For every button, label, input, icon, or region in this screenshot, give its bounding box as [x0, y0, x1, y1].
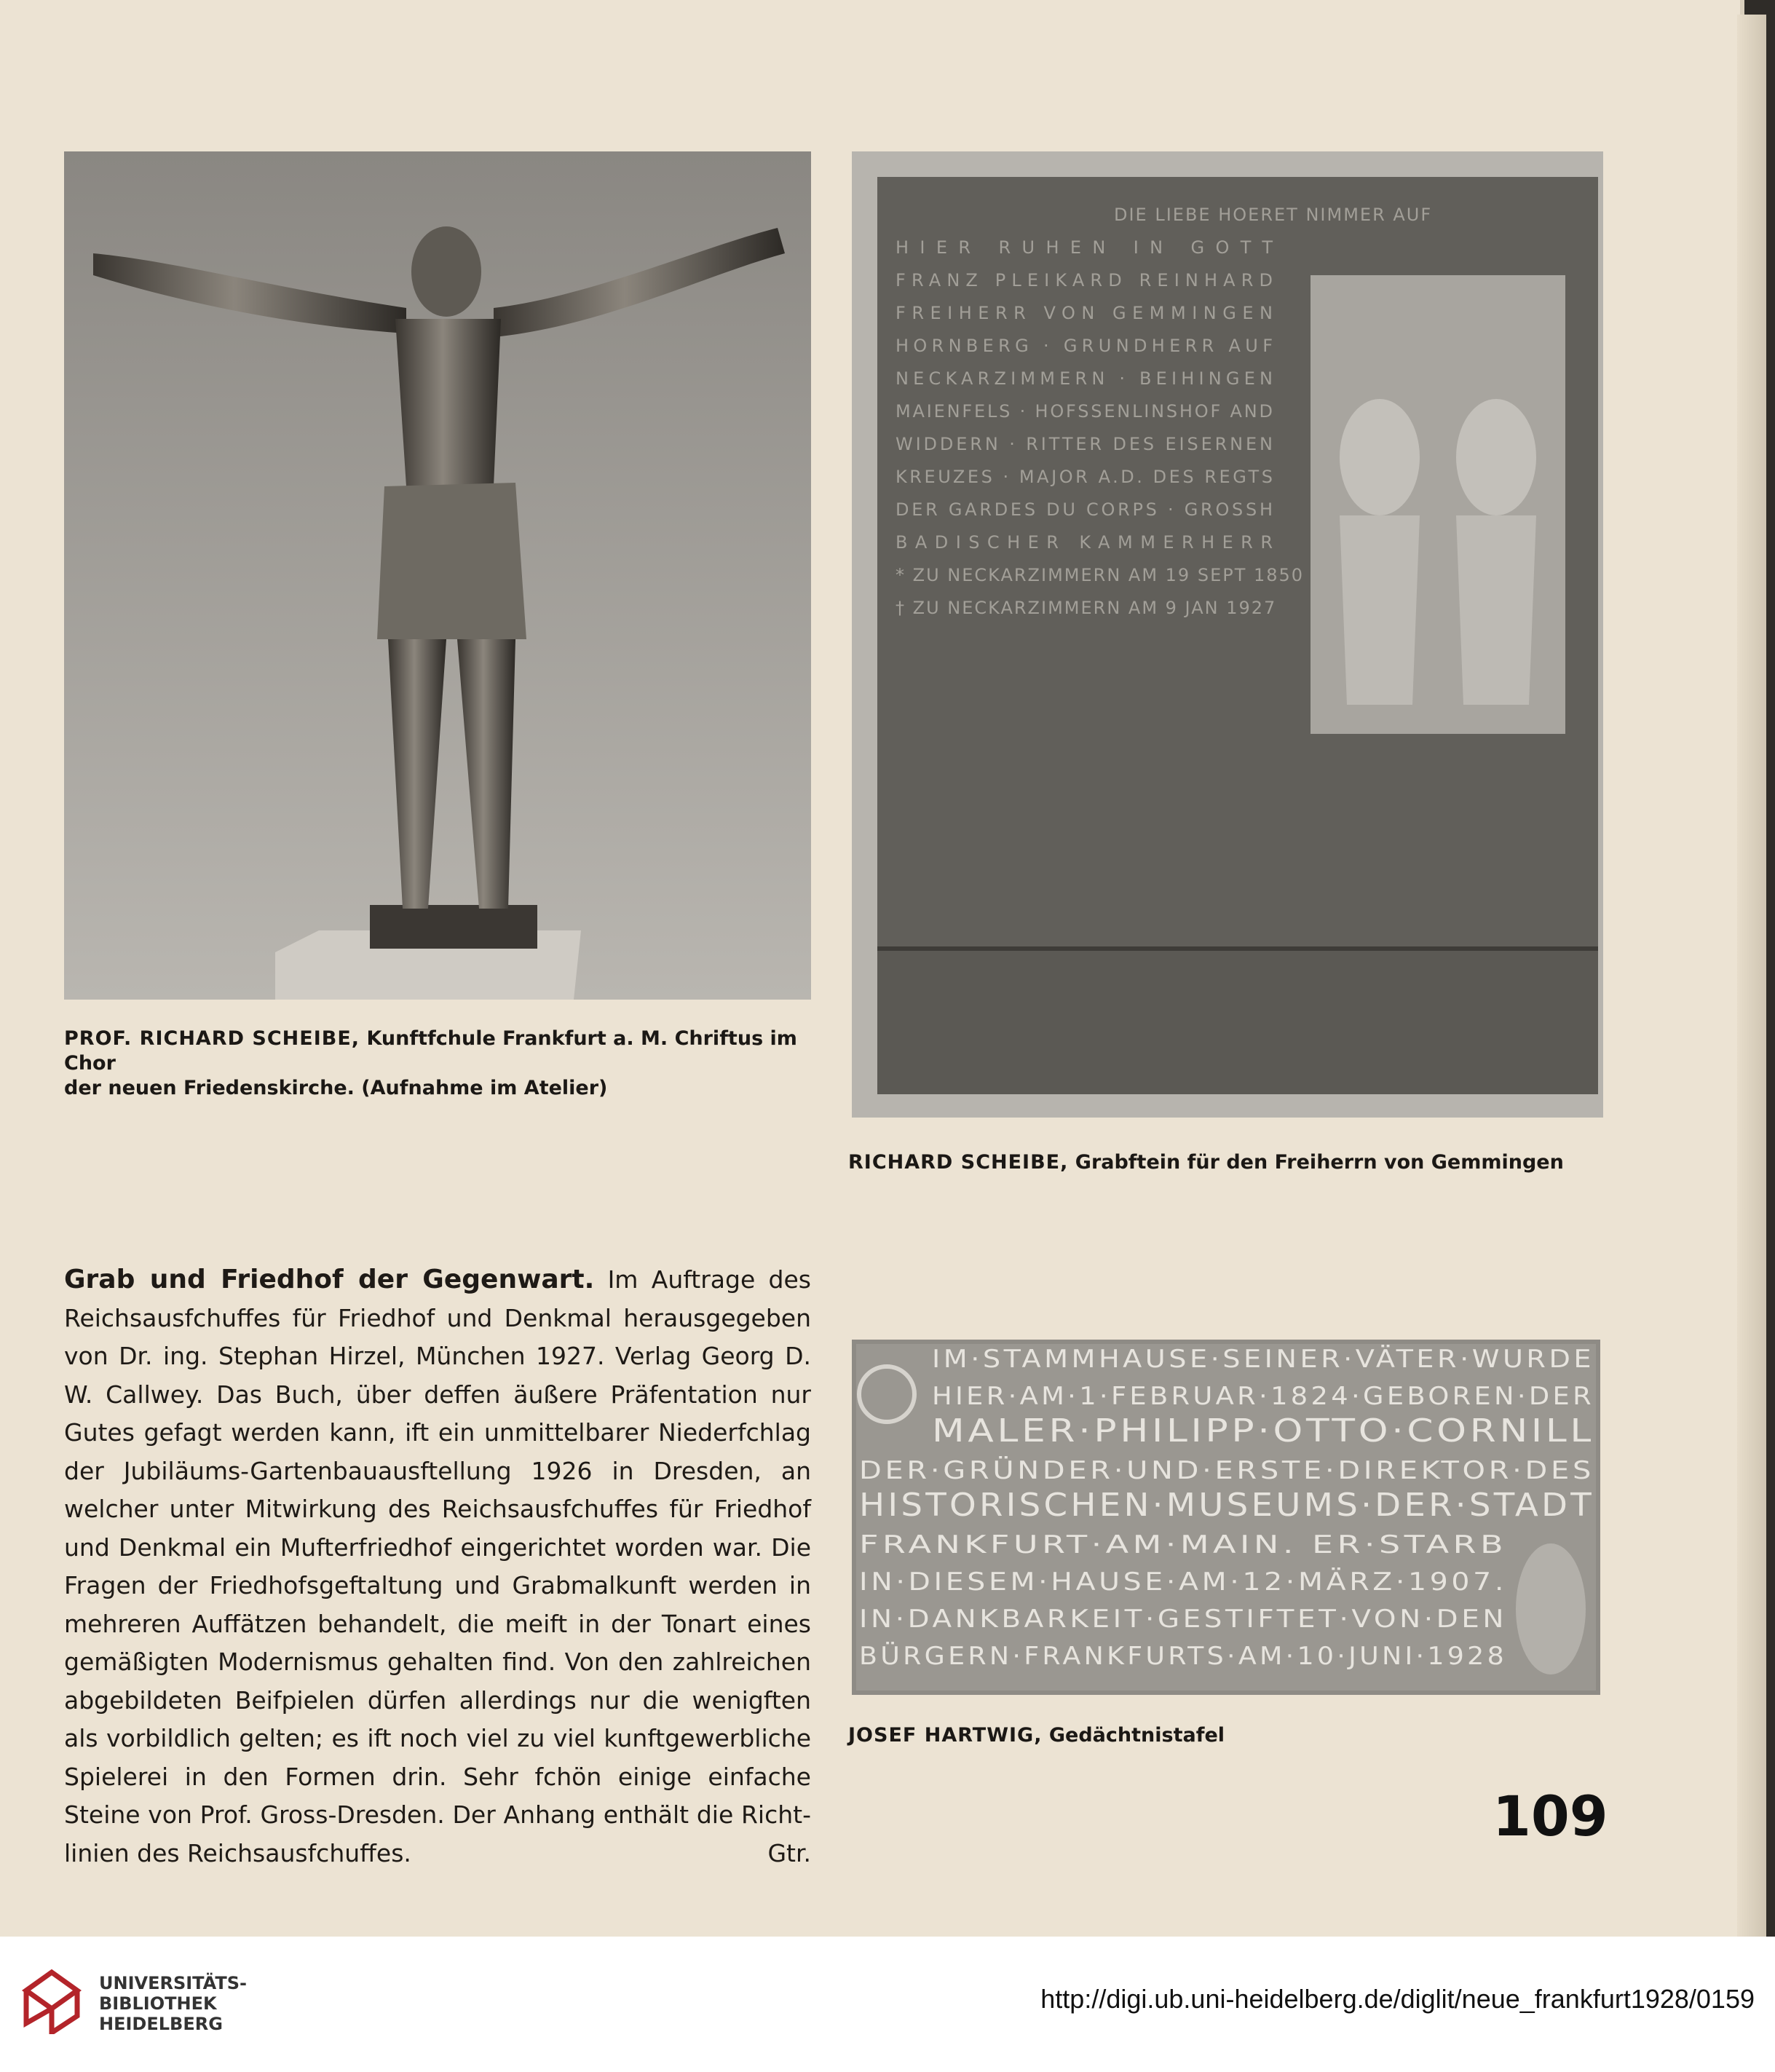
gravestone-inscription-line: HIER RUHEN IN GOTT: [896, 237, 1274, 258]
plaque-text-line: HIER·AM·1·FEBRUAR·1824·GEBOREN·DER: [932, 1382, 1594, 1411]
gravestone-inscription-line: BADISCHER KAMMERHERR: [896, 532, 1274, 553]
plaque-text-line: IN·DANKBARKEIT·GESTIFTET·VON·DEN: [859, 1605, 1507, 1634]
gravestone-inscription-line: † ZU NECKARZIMMERN AM 9 JAN 1927: [896, 598, 1277, 618]
gravestone-inscription-line: MAIENFELS · HOFSSENLINSHOF AND: [896, 401, 1274, 422]
plaque-text-line: IN·DIESEM·HAUSE·AM·12·MÄRZ·1907.: [859, 1567, 1507, 1597]
gravestone-inscription-line: KREUZES · MAJOR A.D. DES REGTS: [896, 467, 1274, 487]
gravestone-inscription-line: NECKARZIMMERN · BEIHINGEN: [896, 368, 1274, 389]
library-name-line2: BIBLIOTHEK: [99, 1993, 217, 2014]
library-name-line3: HEIDELBERG: [99, 2014, 223, 2034]
article-heading: Grab und Friedhof der Gegenwart.: [64, 1265, 595, 1294]
christ-caption: [64, 1027, 811, 1101]
gravestone-caption-title: Grabftein für den Freiherrn von Gemmingen: [1075, 1151, 1564, 1174]
article-body: Im Auftrage des Reichsausfchuffes für Friedhof und Denkmal herausgegeben von Dr. ing. Stephan Hirzel, München 1927. Verlag Georg D. W. Callwey. Das Buch, über deffen äußere Präfentation nur Gutes gefagt werden kann, ift ein unmittelbarer Niederfchlag der Jubiläums-Gartenbauausftellung 1926 in Dresden, an welcher unter Mitwirkung des Reichsausfchuffes für Friedhof und Denkmal ein Mufterfriedhof eingerichtet worden war. Die Fragen der Friedhofsgeftaltung und Grabmalkunft werden in mehreren Auffätzen behandelt, die meift in der Tonart eines gemäßigten Modernismus gehalten find. Von den zahlreichen abgebildeten Beifpielen dürfen allerdings nur die wenigften als vorbildlich gelten; es ift noch viel zu viel kunftgewerbliche Spielerei in den Formen drin. Sehr fchön einige einfache Steine von Prof. Gross-Dresden. Der Anhang enthält die Richtlinien des Reichsausfchuffes.: [64, 1265, 812, 1867]
gravestone-photo: [852, 151, 1603, 1118]
library-name[interactable]: [99, 1973, 288, 2034]
plaque-caption: [848, 1723, 1613, 1748]
gravestone-inscription-line: FREIHERR VON GEMMINGEN: [896, 303, 1274, 323]
article-signature: Gtr.: [767, 1838, 811, 1867]
library-name-line1: UNIVERSITÄTS-: [99, 1973, 248, 1993]
gravestone-inscription-line: WIDDERN · RITTER DES EISERNEN: [896, 434, 1274, 454]
plaque-text-line: FRANKFURT·AM·MAIN. ER·STARB: [859, 1530, 1507, 1559]
library-logo-icon[interactable]: [19, 1969, 84, 2034]
page-edge: [1737, 15, 1766, 1937]
plaque-caption-title: Gedächtnistafel: [1048, 1724, 1225, 1747]
gravestone-caption-artist: RICHARD SCHEIBE,: [848, 1151, 1069, 1174]
plaque-text-line: MALER·PHILIPP·OTTO·CORNILL: [932, 1412, 1594, 1450]
gravestone-inscription-line: DER GARDES DU CORPS · GROSSH: [896, 499, 1274, 520]
plaque-text-line: DER·GRÜNDER·UND·ERSTE·DIREKTOR·DES: [859, 1456, 1485, 1485]
memorial-plaque-photo: [852, 1340, 1600, 1695]
christ-caption-artist: PROF. RICHARD SCHEIBE,: [64, 1027, 360, 1050]
christ-sculpture-photo: [64, 151, 811, 1000]
plaque-text-line: HISTORISCHEN·MUSEUMS·DER·STADT: [859, 1487, 1594, 1524]
christ-caption-line1: Kunftfchule Frankfurt a. M. Chriftus im Chor: [64, 1027, 797, 1075]
gravestone-inscription-line: DIE LIEBE HOERET NIMMER AUF: [1114, 205, 1433, 225]
gravestone-inscription-line: FRANZ PLEIKARD REINHARD: [896, 270, 1274, 290]
christ-caption-line2: der neuen Friedenskirche. (Aufnahme im Atelier): [64, 1077, 608, 1099]
plaque-text-line: IM·STAMMHAUSE·SEINER·VÄTER·WURDE: [932, 1345, 1594, 1374]
source-url-link[interactable]: http://digi.ub.uni-heidelberg.de/diglit/neue_frankfurt1928/0159: [1040, 1984, 1755, 2014]
plaque-caption-artist: JOSEF HARTWIG,: [848, 1724, 1043, 1747]
gravestone-inscription-line: * ZU NECKARZIMMERN AM 19 SEPT 1850: [896, 565, 1305, 585]
gravestone-inscription-line: HORNBERG · GRUNDHERR AUF: [896, 336, 1274, 356]
book-review-article: [64, 1261, 811, 1873]
page-number: 109: [1493, 1784, 1608, 1848]
gravestone-caption: [848, 1150, 1613, 1175]
plaque-text-line: BÜRGERN·FRANKFURTS·AM·10·JUNI·1928: [859, 1642, 1466, 1671]
